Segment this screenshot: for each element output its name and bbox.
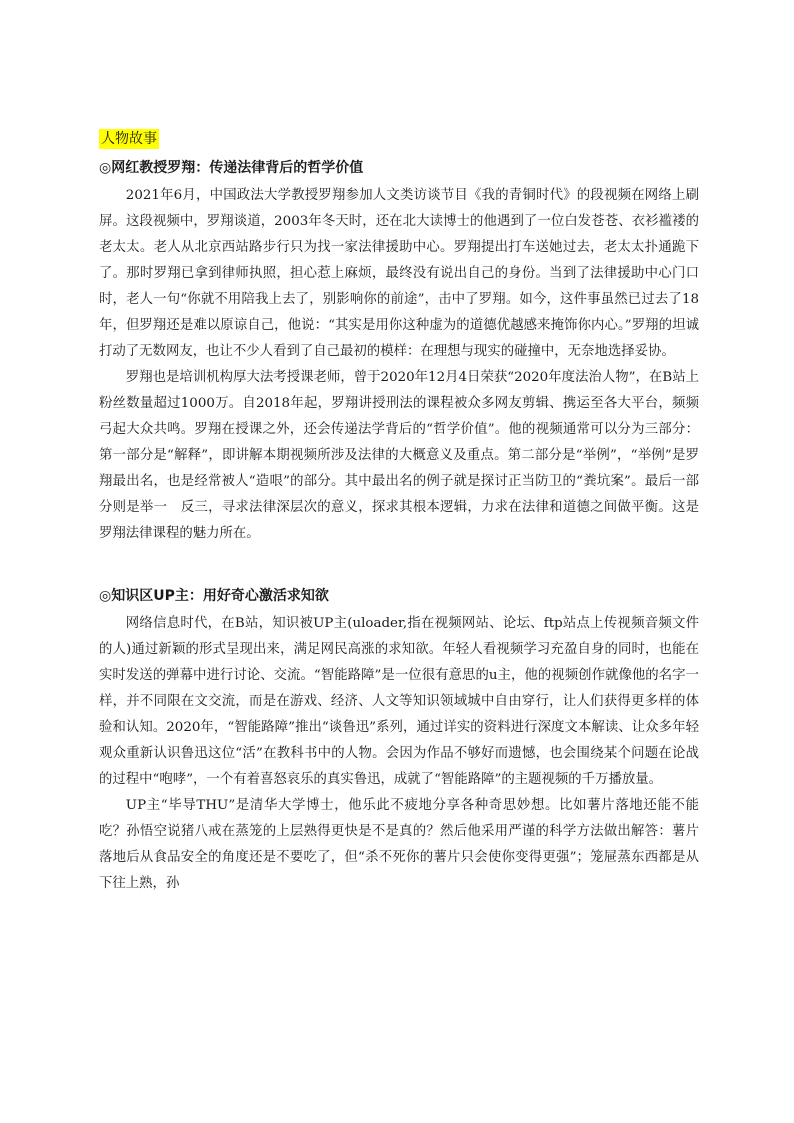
section-up-creators: [99, 585, 699, 897]
section-luoxiang: [99, 157, 699, 547]
section-divider: [99, 547, 699, 583]
paragraph: 网络信息时代，在B站，知识被UP主(uloader,指在视频网站、论坛、ftp站点上传视频音频文件的人)通过新颖的形式呈现出来，满足网民高涨的求知欲。年轻人看视频学习充盈自身的同时，也能在实时发送的弹幕中进行讨论、交流。“智能路障”是一位很有意思的u主，他的视频创作就像他的名字一样，并不同限在文交流，而是在游戏、经济、人文等知识领域城中自由穿行，让人们获得更多样的体验和认知。2020年，“智能路障”推出“谈鲁迅”系列，通过详实的资料进行深度文本解读、让众多年轻观众重新认识鲁迅这位“活”在教科书中的人物。会因为作品不够好而遗憾，也会围绕某个问题在论战的过程中“咆哮”，一个有着喜怒哀乐的真实鲁迅，成就了“智能路障”的主题视频的千万播放量。: [99, 616, 699, 787]
paragraph: 2021年6月，中国政法大学教授罗翔参加人文类访谈节目《我的青铜时代》的段视频在网络上刷屏。这段视频中，罗翔谈道，2003年冬天时，还在北大读博士的他遇到了一位白发苍苍、衣衫褴褛的老太太。老人从北京西站路步行只为找一家法律援助中心。罗翔提出打车送她过去，老太太扑通跪下了。那时罗翔已拿到律师执照，担心惹上麻烦，最终没有说出自己的身份。当到了法律援助中心门口时，老人一句“你就不用陪我上去了，别影响你的前途”，击中了罗翔。如今，这件事虽然已过去了18年，但罗翔还是难以原谅自己，他说：“其实是用你这种虚为的道德优越感来掩饰你内心。”罗翔的坦诚打动了无数网友，也让不少人看到了自己最初的模样：在理想与现实的碰撞中，无奈地选择妥协。: [99, 188, 699, 359]
category-tag: 人物故事: [101, 131, 157, 147]
document-content: [99, 128, 699, 897]
paragraph: 罗翔也是培训机构厚大法考授课老师，曾于2020年12月4日荣获“2020年度法治人物”，在B站上粉丝数量超过1000万。自2018年起，罗翔讲授刑法的课程被众多网友剪辑、携运至各大平台，频频弓起大众共鸣。罗翔在授课之外，还会传递法学背后的“哲学价值”。他的视频通常可以分为三部分：第一部分是“解释”，即讲解本期视频所涉及法律的大概意义及重点。第二部分是“举例”，“举例”是罗翔最出名，也是经常被人“造哏”的部分。其中最出名的例子就是探讨正当防卫的“粪坑案”。最后一部分则是举一 反三，寻求法律深层次的意义，探求其根本逻辑，力求在法律和道德之间做平衡。这是罗翔法律课程的魅力所在。: [99, 370, 699, 541]
section-heading: ◎知识区UP主：用好奇心激活求知欲: [99, 588, 329, 604]
paragraph: UP主“毕导THU”是清华大学博士，他乐此不疲地分享各种奇思妙想。比如薯片落地还能不能吃？孙悟空说猪八戒在蒸笼的上层熟得更快是不是真的？然后他采用严谨的科学方法做出解答：薯片落地后从食品安全的角度还是不要吃了，但“杀不死你的薯片只会使你变得更强”；笼屉蒸东西都是从下往上熟，孙: [99, 798, 699, 891]
section-heading: ◎网红教授罗翔：传递法律背后的哲学价值: [99, 160, 364, 176]
